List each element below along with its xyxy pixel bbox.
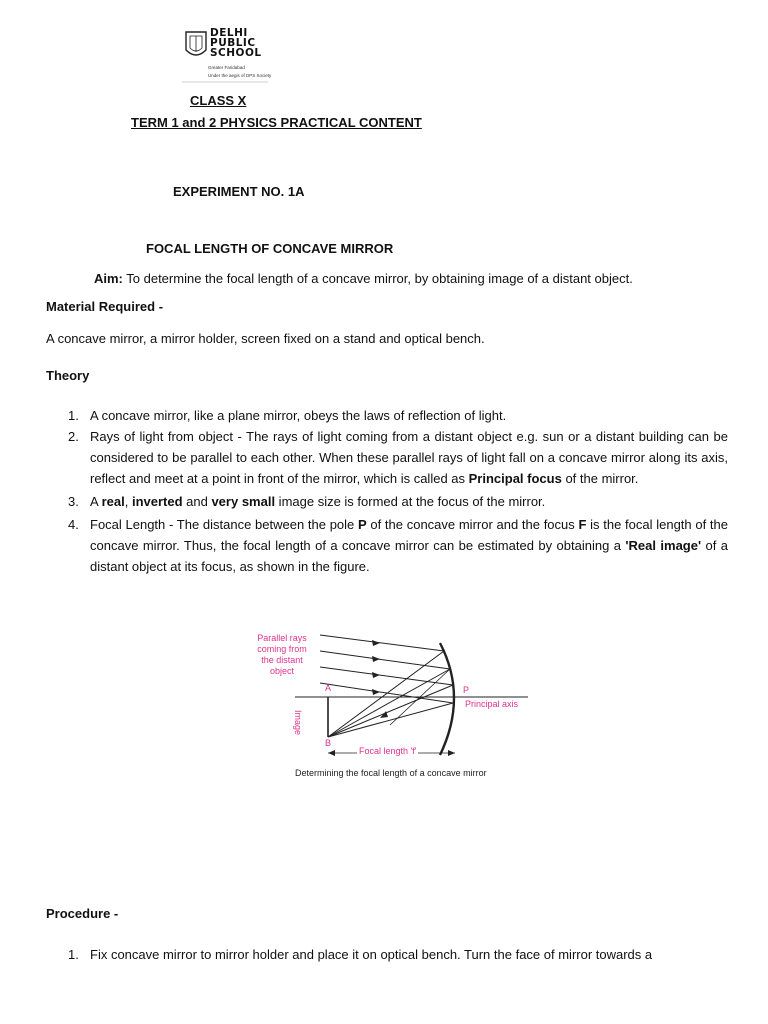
arrow-head	[372, 672, 380, 678]
list-number: 1.	[68, 408, 79, 423]
reflected-ray	[328, 651, 444, 737]
incident-ray	[320, 651, 450, 669]
procedure-list	[68, 944, 728, 965]
point-p-label: P	[463, 685, 470, 695]
procedure-heading: Procedure -	[46, 906, 119, 921]
label-line: Parallel rays	[257, 633, 307, 643]
list-text: A concave mirror, like a plane mirror, obeys the laws of reflection of light.	[90, 408, 507, 423]
page-title: TERM 1 and 2 PHYSICS PRACTICAL CONTENT	[131, 115, 422, 130]
list-item	[68, 514, 728, 577]
point-b-label: B	[325, 738, 332, 748]
class-heading: CLASS X	[190, 93, 247, 108]
list-text: ,	[124, 494, 132, 509]
theory-list	[68, 405, 728, 577]
figure-caption: Determining the focal length of a concave mirror	[295, 768, 487, 778]
image-label: Image	[293, 710, 303, 736]
bold-term: P	[357, 517, 367, 532]
list-text: A	[90, 494, 102, 509]
label-line: coming from	[257, 644, 307, 654]
list-item	[68, 491, 728, 512]
list-text: of the concave mirror and the focus	[366, 517, 579, 532]
reflected-ray	[328, 669, 450, 737]
list-number: 2.	[68, 429, 79, 444]
bold-term: very small	[211, 494, 276, 509]
bold-term: Principal focus	[468, 471, 562, 486]
school-logo	[180, 24, 270, 86]
aim-text: To determine the focal length of a concave mirror, by obtaining image of a distant object.	[122, 271, 633, 286]
list-item	[68, 426, 728, 489]
bold-term: 'Real image'	[625, 538, 702, 553]
concave-mirror	[440, 643, 454, 755]
label-line: the distant	[261, 655, 303, 665]
bold-term: real	[101, 494, 125, 509]
logo-line: SCHOOL	[210, 47, 262, 59]
arrow-head	[372, 656, 380, 662]
bold-term: inverted	[131, 494, 183, 509]
list-item	[68, 405, 728, 426]
list-text: image size is formed at the focus of the mirror.	[275, 494, 546, 509]
label-line: object	[269, 666, 295, 676]
aim-paragraph	[94, 268, 633, 289]
arrow-head	[372, 640, 380, 646]
logo-line: DELHI	[210, 27, 248, 39]
logo-line: PUBLIC	[210, 37, 256, 49]
list-number: 4.	[68, 517, 79, 532]
experiment-topic: FOCAL LENGTH OF CONCAVE MIRROR	[146, 241, 394, 256]
material-heading: Material Required -	[46, 299, 164, 314]
list-text: and	[182, 494, 212, 509]
list-item	[68, 944, 728, 965]
list-text: Fix concave mirror to mirror holder and place it on optical bench. Turn the face of mirror towards a	[90, 947, 653, 962]
logo-subtitle: Greater Faridabad	[208, 65, 245, 70]
focal-length-label: Focal length 'f'	[359, 746, 417, 756]
incident-ray	[320, 635, 444, 651]
logo-motto: Under the aegis of DPS Society	[208, 73, 272, 78]
logo-text	[210, 28, 262, 58]
incident-ray	[320, 667, 453, 685]
principal-axis-label: Principal axis	[465, 699, 519, 709]
bold-term: F	[578, 517, 587, 532]
list-number: 3.	[68, 494, 79, 509]
list-number: 1.	[68, 947, 79, 962]
material-text: A concave mirror, a mirror holder, screen fixed on a stand and optical bench.	[46, 331, 485, 346]
point-a-label: A	[325, 683, 332, 693]
experiment-number: EXPERIMENT NO. 1A	[173, 184, 305, 199]
list-text: is the focal length of the concave mirror. Thus, the focal length of a concave mirror can be estimated by obtaining a	[90, 517, 728, 553]
list-text: of the mirror.	[561, 471, 639, 486]
reflected-ray	[328, 703, 453, 737]
arrow-head	[372, 689, 380, 695]
concave-mirror-figure	[240, 625, 540, 785]
theory-heading: Theory	[46, 368, 90, 383]
list-text: Rays of light from object - The rays of light coming from a distant object e.g. sun or a distant building can be considered to be parallel to each other. When these parallel rays of light fall on a concave mirror along its axis, reflect and meet at a point in front of the mirror, which is called as	[90, 429, 728, 486]
list-text: Focal Length - The distance between the pole	[90, 517, 358, 532]
aim-label: Aim:	[94, 271, 123, 286]
list-text: of a distant object at its focus, as shown in the figure.	[90, 538, 729, 574]
reflected-ray	[328, 685, 453, 737]
parallel-rays-label	[252, 633, 312, 677]
